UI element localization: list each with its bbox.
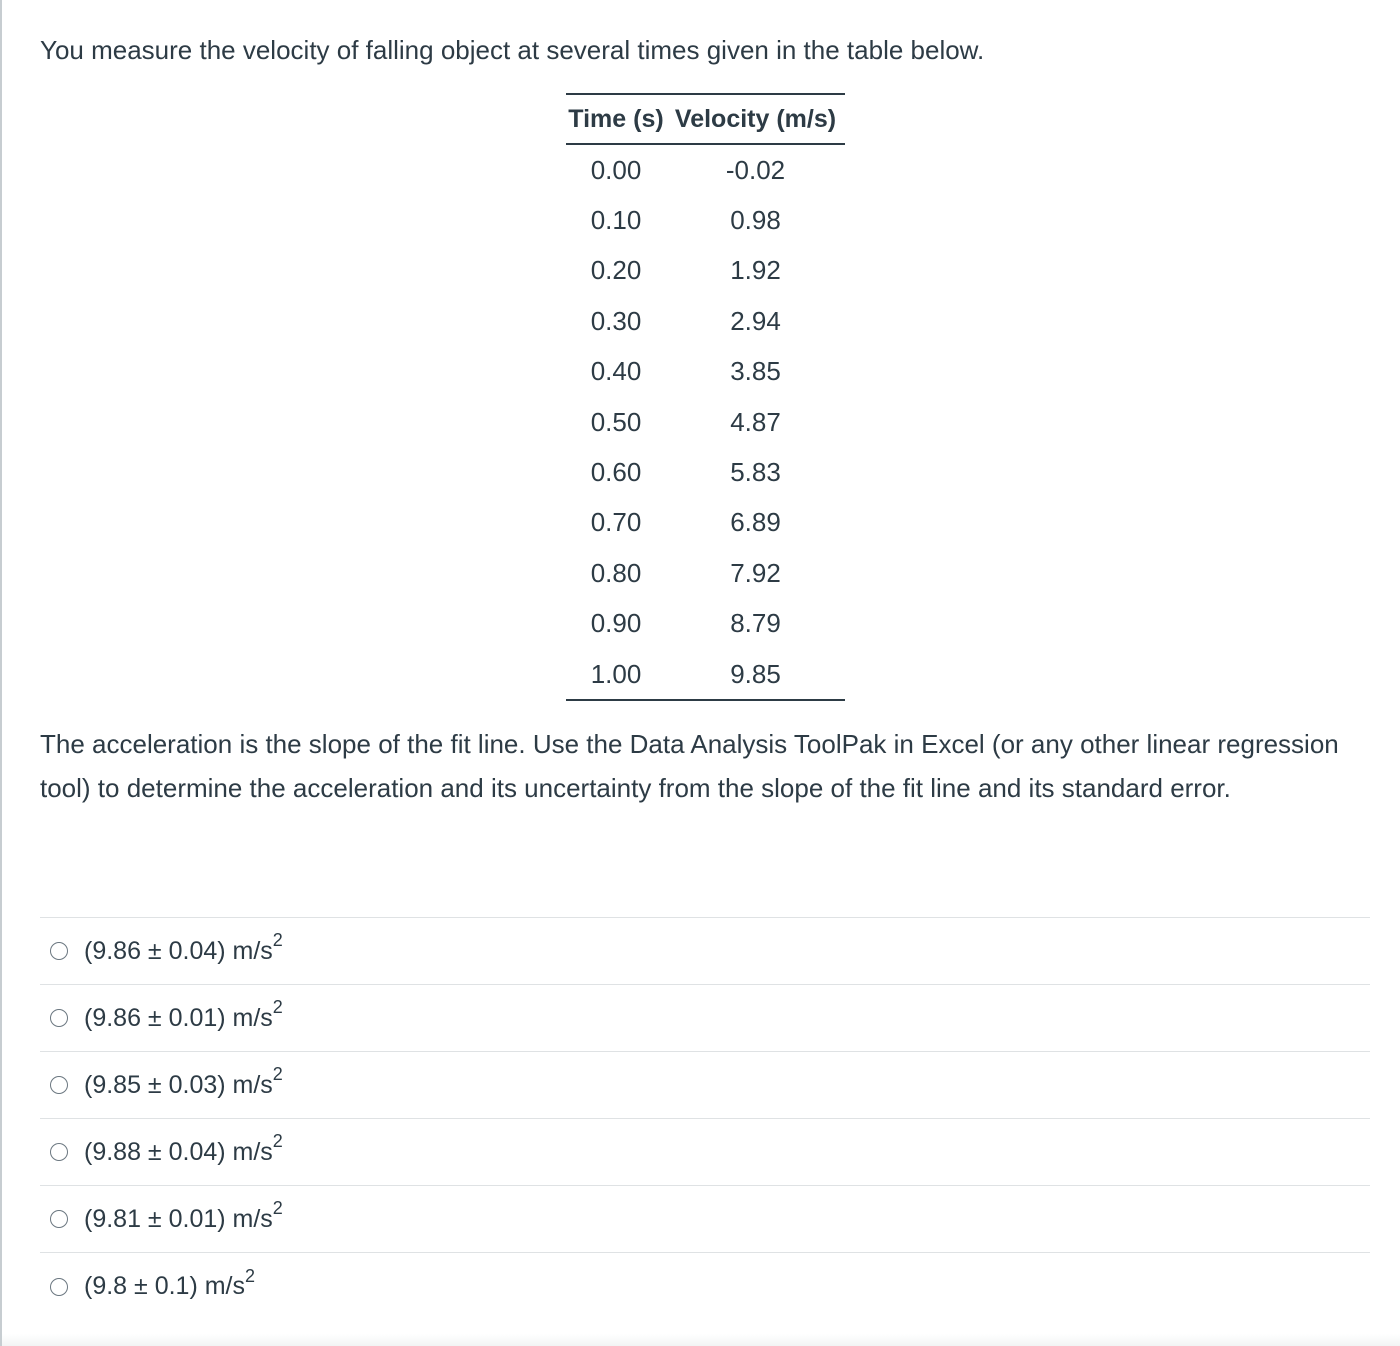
radio-button[interactable] [50,1278,68,1296]
answer-exponent: 2 [272,1198,283,1219]
time-cell: 0.90 [590,608,642,639]
answer-text: (9.88 ± 0.04) m/s [84,1137,273,1166]
answer-label[interactable] [84,1131,283,1167]
time-cell: 0.20 [590,255,642,286]
velocity-cell: 4.87 [730,406,781,437]
answer-text: (9.85 ± 0.03) m/s [84,1070,273,1099]
question-intro: You measure the velocity of falling object at several times given in the table below. [40,35,985,65]
table-row [566,397,845,447]
radio-button[interactable] [50,1076,68,1094]
time-cell: 1.00 [590,658,642,689]
table-header-row [566,94,845,144]
time-cell: 0.30 [590,305,642,336]
velocity-cell: 5.83 [730,457,781,488]
table-row [566,548,845,598]
table-body [566,144,845,700]
answer-exponent: 2 [245,1265,256,1286]
answer-label[interactable] [84,1064,283,1100]
radio-button[interactable] [50,942,68,960]
time-cell: 0.40 [590,356,642,387]
answer-label[interactable] [84,1198,283,1234]
answer-text: (9.81 ± 0.01) m/s [84,1204,273,1233]
time-cell: 0.80 [590,557,642,588]
table-row [566,347,845,397]
answer-exponent: 2 [272,997,283,1018]
answer-label[interactable] [84,930,283,966]
table-row [566,296,845,346]
velocity-cell: 0.98 [730,205,781,236]
velocity-cell: 7.92 [730,557,781,588]
answer-text: (9.8 ± 0.1) m/s [84,1272,245,1300]
radio-button[interactable] [50,1210,68,1228]
table-row [566,649,845,700]
time-cell: 0.60 [590,457,642,488]
velocity-cell: 3.85 [730,356,781,387]
answer-exponent: 2 [272,1131,283,1152]
velocity-cell: 1.92 [730,255,781,286]
answer-label[interactable] [84,997,283,1033]
answer-exponent: 2 [272,1064,283,1085]
radio-button[interactable] [50,1009,68,1027]
answer-option-6[interactable] [40,1253,1370,1320]
answer-label[interactable] [84,1265,256,1301]
velocity-cell: -0.02 [725,154,786,185]
question-body: The acceleration is the slope of the fit line. Use the Data Analysis ToolPak in Excel (or any other linear regression tool) to determine the acceleration and its uncertainty from the slope of the fit line and its standard error. [40,729,1339,803]
table-row [566,246,845,296]
header-time: Time (s) [566,94,666,144]
answer-text: (9.86 ± 0.04) m/s [84,936,273,965]
table-row [566,144,845,195]
time-cell: 0.00 [590,154,642,185]
table-row [566,498,845,548]
radio-button[interactable] [50,1143,68,1161]
velocity-cell: 9.85 [730,658,781,689]
answer-option-5[interactable] [40,1186,1370,1253]
answer-exponent: 2 [272,930,283,951]
answer-option-3[interactable] [40,1052,1370,1119]
answer-option-2[interactable] [40,985,1370,1052]
data-table [566,93,845,701]
velocity-cell: 8.79 [730,608,781,639]
bottom-band [2,1334,1400,1346]
table-row [566,599,845,649]
table-row [566,447,845,497]
table-row [566,195,845,245]
time-cell: 0.50 [590,406,642,437]
velocity-cell: 6.89 [730,507,781,538]
velocity-cell: 2.94 [730,305,781,336]
answer-option-4[interactable] [40,1119,1370,1186]
time-cell: 0.70 [590,507,642,538]
answer-option-1[interactable] [40,918,1370,985]
header-velocity: Velocity (m/s) [666,94,845,144]
answer-text: (9.86 ± 0.01) m/s [84,1003,273,1032]
time-cell: 0.10 [590,205,642,236]
answer-list [40,917,1370,1320]
